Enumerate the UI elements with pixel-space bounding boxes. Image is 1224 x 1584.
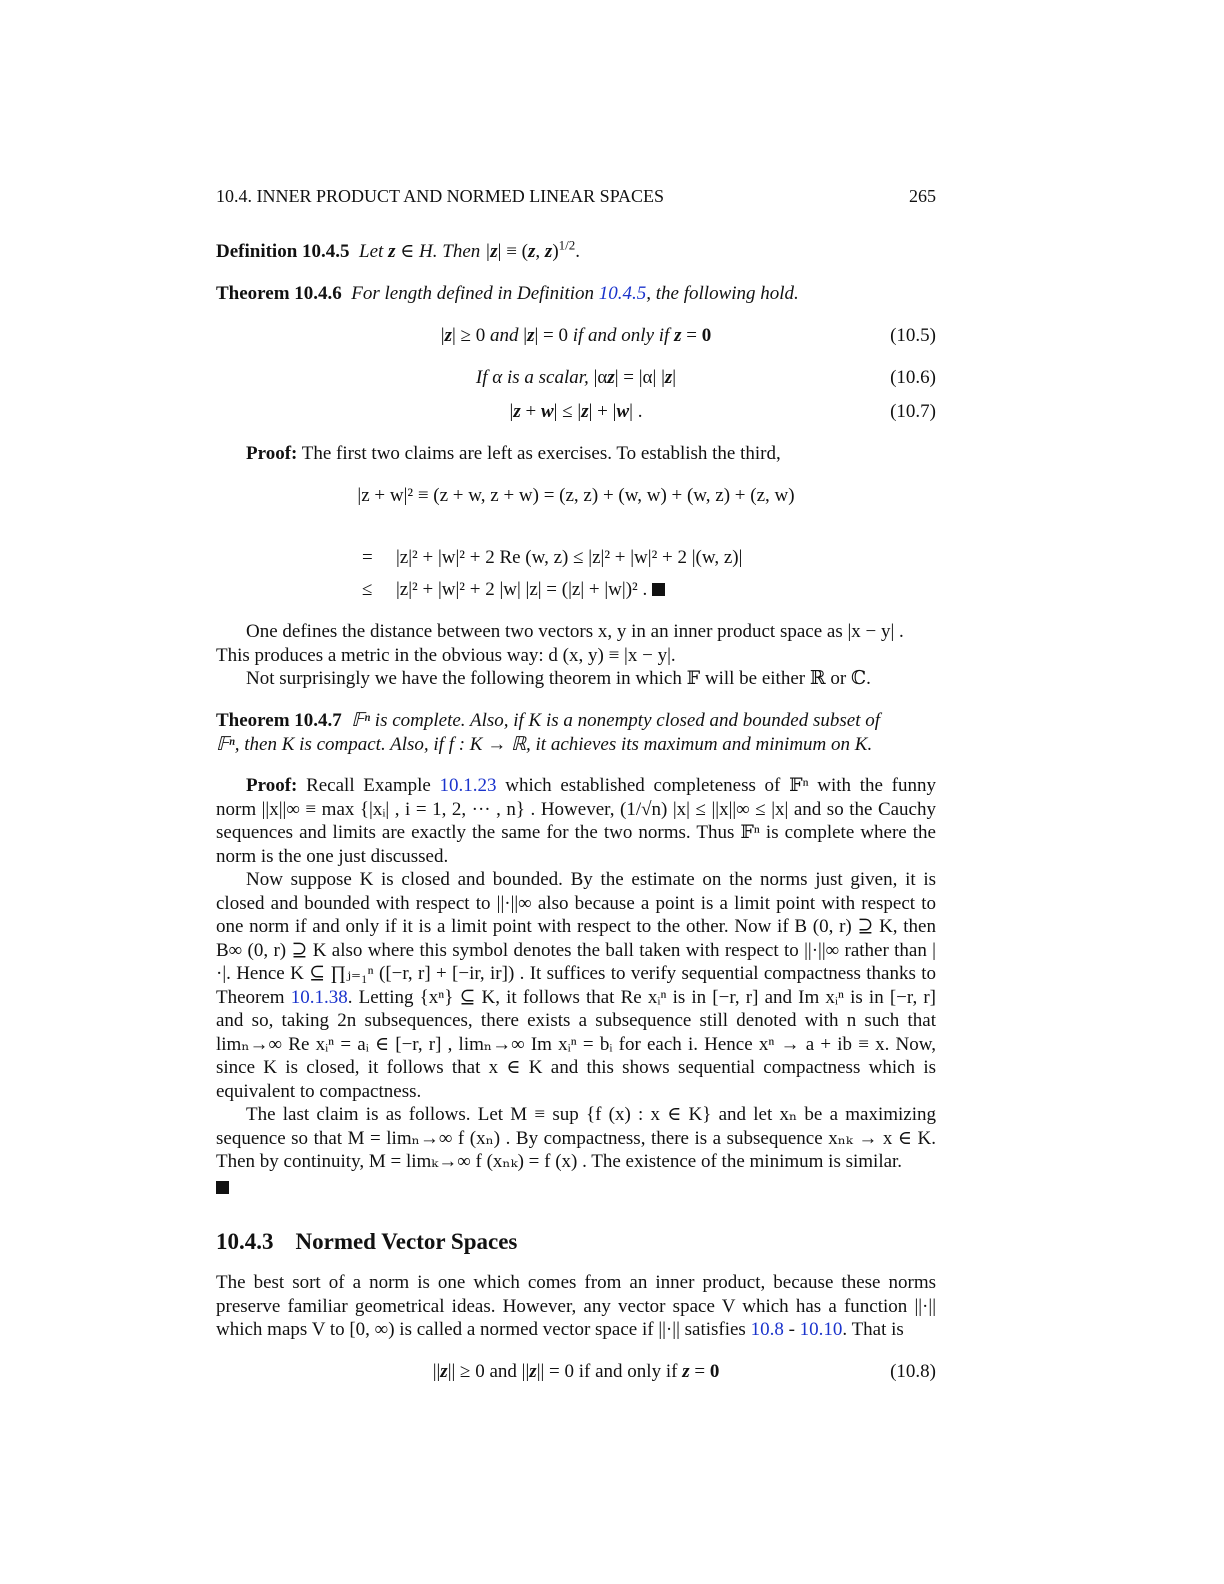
display-line-3: |z|² + |w|² + 2 |w| |z| = (|z| + |w|)² . xyxy=(396,578,665,602)
qed-square-icon xyxy=(216,1181,229,1194)
theorem-10-4-7: Theorem 10.4.7 𝔽ⁿ is complete. Also, if K is a nonempty closed and bounded subset of 𝔽ⁿ, then K is compact. Also, if f : K → ℝ, it achieves its maximum and minimum on K. xyxy=(216,710,881,755)
theorem-label: Theorem 10.4.6 xyxy=(216,283,342,304)
theorem-label: Theorem 10.4.7 xyxy=(216,710,342,731)
section-number: 10.4.3 xyxy=(216,1229,274,1254)
running-title: 10.4. INNER PRODUCT AND NORMED LINEAR SPACES xyxy=(216,186,665,206)
section-heading xyxy=(216,1230,517,1254)
theorem-link[interactable]: 10.1.38 xyxy=(290,986,348,1008)
display-line-2: |z|² + |w|² + 2 Re (w, z) ≤ |z|² + |w|² + 2 |(w, z)| xyxy=(396,547,743,568)
qed-square-icon xyxy=(652,583,665,596)
running-header xyxy=(216,185,936,209)
equation-link-10-10[interactable]: 10.10 xyxy=(799,1319,843,1340)
display-eq-symbol: = xyxy=(362,547,373,568)
proof-2-paragraph-2: Now suppose K is closed and bounded. By the estimate on the norms just given, it is closed and bounded with respect to ||·||∞ also because a point is a limit point with respect to one norm if and only if it is a limit point with respect to the other. Now if B (0, r) ⊇ K, then B∞ (0, r) ⊇ K also where this symbol denotes the ball taken with respect to ||·||∞ rather than |·|. Hence K ⊆ ∏ⱼ₌₁ⁿ ([−r, r] + [−ir, ir]) . It suffices to verify sequential compactness thanks to Theorem 10.1.38. Letting {xⁿ} ⊆ K, it follows that Re xᵢⁿ is in [−r, r] and Im xᵢⁿ is in [−r, r] and so, taking 2n subsequences, there exists a subsequence still denoted with n such that limₙ→∞ Re xᵢⁿ = aᵢ ∈ [−r, r] , limₙ→∞ Im xᵢⁿ = bᵢ for each i. Hence xⁿ → a + ib ≡ x. Now, since K is closed, it follows that x ∈ K and this shows sequential compactness which is equivalent to compactness. xyxy=(216,869,937,1102)
equation-tag: (10.6) xyxy=(890,367,936,388)
section-title: Normed Vector Spaces xyxy=(295,1229,518,1254)
equation-tag: (10.5) xyxy=(890,325,936,346)
definition-label: Definition 10.4.5 xyxy=(216,241,350,262)
proof-2 xyxy=(216,774,936,1199)
proof-2-paragraph-1: Proof: Recall Example 10.1.23 which established completeness of 𝔽ⁿ with the funny norm ||x||∞ ≡ max {|xᵢ| , i = 1, 2, ··· , n} . However, (1/√n) |x| ≤ ||x||∞ ≤ |x| and so the Cauchy sequences and limits are exactly the same for the two norms. Thus 𝔽ⁿ is complete where the norm is the one just discussed. xyxy=(216,775,936,867)
definition-link[interactable]: 10.4.5 xyxy=(598,283,647,304)
page-number: 265 xyxy=(909,186,936,206)
equation-link-10-8[interactable]: 10.8 xyxy=(750,1319,784,1340)
display-le-symbol: ≤ xyxy=(362,579,373,600)
example-link[interactable]: 10.1.23 xyxy=(439,775,497,796)
equation-tag: (10.8) xyxy=(890,1361,936,1382)
proof-1-intro: Proof: The first two claims are left as exercises. To establish the third, xyxy=(246,443,781,464)
definition-10-4-5: Definition 10.4.5 Let z ∈ H. Then |z| ≡ (z, z)$^{1/2}$. xyxy=(216,237,581,262)
paragraph-normed-spaces: The best sort of a norm is one which comes from an inner product, because these norms preserve familiar geometrical ideas. However, any vector space V which has a function ||·|| which maps V to [0, ∞) is called a normed vector space if ||·|| satisfies 10.8 - 10.10. That is xyxy=(216,1272,936,1340)
paragraph-distance: One defines the distance between two vectors x, y in an inner product space as |x − y| . This produces a metric in the obvious way: d (x, y) ≡ |x − y|. Not surprisingly we have the following theorem in which 𝔽 will be either ℝ or ℂ. xyxy=(216,621,904,689)
equation-tag: (10.7) xyxy=(890,401,936,422)
theorem-10-4-6: Theorem 10.4.6 For length defined in Definition 10.4.5, the following hold. xyxy=(216,283,799,304)
proof-2-paragraph-3: The last claim is as follows. Let M ≡ sup {f (x) : x ∈ K} and let xₙ be a maximizing sequence so that M = limₙ→∞ f (xₙ) . By compactness, there is a subsequence xₙₖ → x ∈ K. Then by continuity, M = limₖ→∞ f (xₙₖ) = f (x) . The existence of the minimum is similar. xyxy=(216,1104,936,1172)
